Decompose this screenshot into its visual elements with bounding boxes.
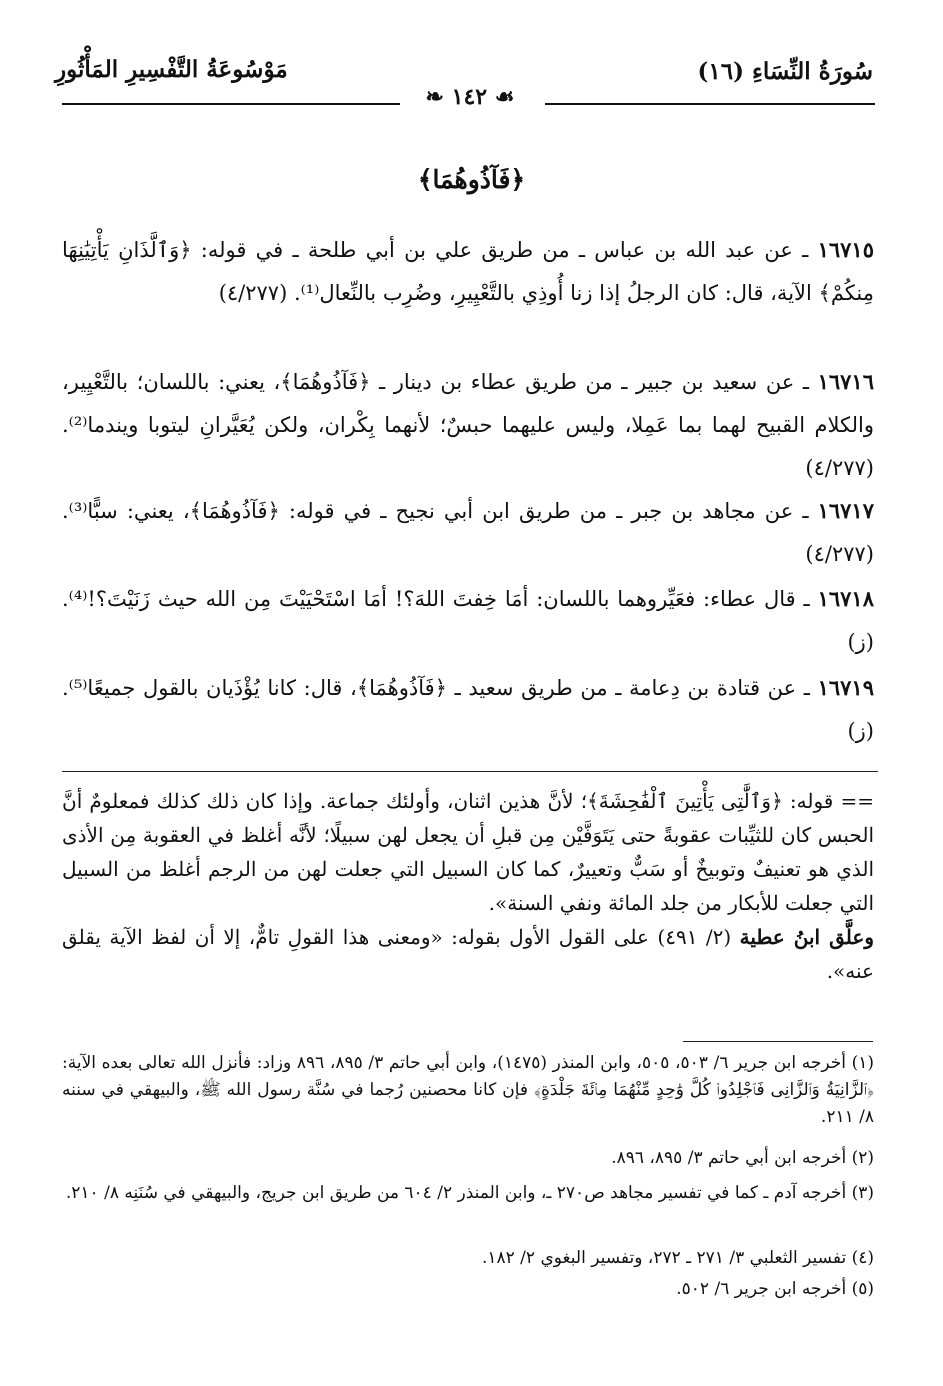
narration-number: ١٦٧١٧ xyxy=(817,498,874,523)
narration-number: ١٦٧١٥ xyxy=(817,237,874,262)
narration-text: ـ قال عطاء: فعَيِّروهما باللسان: أمَا خِفتَ اللهَ؟! أمَا اسْتَحْيَيْتَ مِن الله حيث زَنَيْتَ؟!⁽⁴⁾. (ز) xyxy=(62,587,874,654)
narration-text: ـ عن مجاهد بن جبر ـ من طريق ابن أبي نجيح ـ في قوله: ﴿فَآذُوهُمَا﴾، يعني: سبًّا⁽³⁾. (٤/٢٧٧) xyxy=(62,499,874,566)
commentary-lead: == قوله: ﴿وَٱلَّٰتِى يَأْتِينَ ٱلْفَٰحِشَةَ﴾؛ لأنَّ هذين اثنان، وأولئك جماعة. وإذا كان ذلك كذلك فمعلومٌ أنَّ الحبس كان للثيِّبات عقوبةً حتى يَتَوَفَّيْن مِن قبلِ أن يجعل لهن سبيلًا؛ لأنَّه أغلظ في العقوبة مِن الأذى الذي هو تعنيفٌ وتوبيخٌ أو سَبٌّ وتعييرٌ، كما كان السبيل التي جعلت لهن من الرجم أغلظ من السبيل التي جعلت للأبكار من جلد المائة ونفي السنة». xyxy=(62,789,874,915)
narration-number: ١٦٧١٦ xyxy=(817,369,874,394)
header-book-title: مَوْسُوعَةُ التَّفْسِيرِ المَأْثُورِ xyxy=(55,56,288,83)
footnote: (٤) تفسير الثعلبي ٣/ ٢٧١ ـ ٢٧٢، وتفسير البغوي ٢/ ١٨٢. xyxy=(481,1248,874,1268)
ornament-icon: ☙ xyxy=(487,84,515,110)
footnote: (٥) أخرجه ابن جرير ٦/ ٥٠٢. xyxy=(676,1279,874,1299)
narration-paragraph xyxy=(62,489,874,576)
footnote-rule xyxy=(683,1041,873,1042)
header-page-number xyxy=(395,84,545,110)
footnote: (٢) أخرجه ابن أبي حاتم ٣/ ٨٩٥، ٨٩٦. xyxy=(611,1148,874,1168)
footnote: (١) أخرجه ابن جرير ٦/ ٥٠٣، ٥٠٥، وابن المنذر (١٤٧٥)، وابن أبي حاتم ٣/ ٨٩٥، ٨٩٦ وزاد: فأنزل الله تعالى بعده الآية: ﴿ٱلزَّانِيَةُ وَٱلزَّانِى فَٱجْلِدُوا۟ كُلَّ وَٰحِدٍ مِّنْهُمَا مِا۟ئَةَ جَلْدَةٍ﴾ فإن كانا محصنين رُجما في سُنَّة رسول الله ﷺ، والبيهقي في سننه ٨/ ٢١١. xyxy=(62,1053,875,1127)
narration-text: ـ عن قتادة بن دِعامة ـ من طريق سعيد ـ ﴿فَآذُوهُمَا﴾، قال: كانا يُؤْذَيان بالقول جميعًا⁽⁵⁾. (ز) xyxy=(62,676,874,743)
ornament-icon: ❧ xyxy=(425,84,452,110)
footnote: (٣) أخرجه آدم ـ كما في تفسير مجاهد ص٢٧٠ ـ، وابن المنذر ٢/ ٦٠٤ من طريق ابن جريج، والبيهقي في سُنَنِه ٨/ ٢١٠. xyxy=(65,1183,874,1203)
narration-paragraph xyxy=(62,360,874,490)
section-divider xyxy=(62,771,878,772)
commentary-author: وعلَّق ابنُ عطية xyxy=(739,925,875,949)
narration-number: ١٦٧١٩ xyxy=(817,675,874,700)
narration-paragraph xyxy=(62,577,874,664)
commentary-text: (٢/ ٤٩١) على القول الأول بقوله: «ومعنى هذا القولِ تامٌّ، إلا أن لفظ الآية يقلق عنه». xyxy=(62,925,874,983)
page-number: ١٤٢ xyxy=(451,84,488,110)
header-rule-right xyxy=(545,103,875,105)
header-surah-name: سُورَةُ النِّسَاءِ (١٦) xyxy=(697,58,873,85)
narration-paragraph xyxy=(62,666,874,753)
header-rule-left xyxy=(62,103,400,105)
narration-text: ـ عن عبد الله بن عباس ـ من طريق علي بن أبي طلحة ـ في قوله: ﴿وَٱلَّذَانِ يَأْتِيَٰنِهَا مِنكُمْ﴾ الآية، قال: كان الرجلُ إذا زنا أُوذِي بالتَّعْيِيرِ، وضُرِب بالنِّعال⁽¹⁾. (٤/٢٧٧) xyxy=(62,238,874,305)
narration-paragraph xyxy=(62,228,874,315)
commentary-note xyxy=(62,784,874,988)
narration-number: ١٦٧١٨ xyxy=(817,586,874,611)
section-heading: ﴿فَآذُوهُمَا﴾ xyxy=(417,165,526,194)
narration-text: ـ عن سعيد بن جبير ـ من طريق عطاء بن دينار ـ ﴿فَآذُوهُمَا﴾، يعني: باللسان؛ بالتَّعْيِير، والكلام القبيح لهما بما عَمِلا، وليس عليهما حبسٌ؛ لأنهما بِكْران، ولكن يُعَيَّرانِ ليتوبا ويندما⁽²⁾. (٤/٢٧٧) xyxy=(62,370,874,480)
